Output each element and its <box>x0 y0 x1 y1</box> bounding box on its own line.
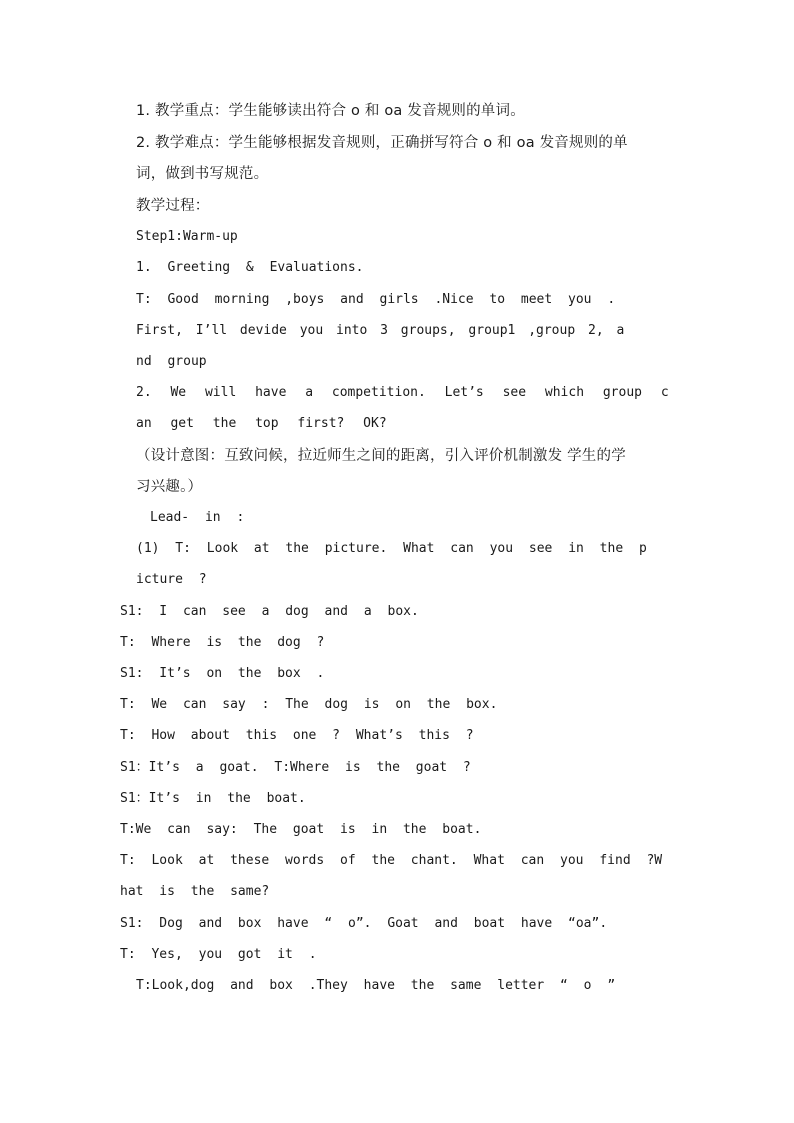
teaching-key-point: 1. 教学重点：学生能够读出符合 o 和 oa 发音规则的单词。 <box>136 103 525 119</box>
dialogue-line: S1: It’s on the box . <box>120 666 325 681</box>
dialogue-line: T: Look at these words of the chant. What can you find ?W <box>120 853 663 868</box>
dialogue-line: S1: Dog and box have “ o”. Goat and boat have “oa”. <box>120 916 608 931</box>
teaching-difficulty: 2. 教学难点：学生能够根据发音规则，正确拼写符合 o 和 oa 发音规则的单 <box>136 135 628 151</box>
design-intent-note-continued: 习兴趣。） <box>136 479 203 495</box>
dialogue-line: T: How about this one ? What’s this ? <box>120 728 474 743</box>
competition-item-continued: an get the top first? OK? <box>136 416 387 431</box>
dialogue-line: T:Look,dog and box .They have the same letter “ o ” <box>136 978 616 993</box>
dialogue-line: icture ? <box>136 572 207 587</box>
lead-in-heading: Lead- in : <box>150 510 245 525</box>
dialogue-line: (1) T: Look at the picture. What can you see in the p <box>136 541 647 556</box>
dialogue-line: T: Good morning ,boys and girls .Nice to meet you . <box>136 292 616 307</box>
dialogue-line: T: We can say : The dog is on the box. <box>120 697 498 712</box>
teaching-process-heading: 教学过程： <box>136 198 210 214</box>
dialogue-line: S1：It’s in the boat. <box>120 791 306 806</box>
dialogue-line: T: Where is the dog ? <box>120 635 325 650</box>
greeting-item: 1. Greeting & Evaluations. <box>136 260 364 275</box>
dialogue-line: S1：It’s a goat. T:Where is the goat ? <box>120 760 471 775</box>
competition-item: 2. We will have a competition. Let’s see which group c <box>136 385 669 400</box>
dialogue-line: hat is the same? <box>120 884 270 899</box>
design-intent-note: （设计意图：互致问候，拉近师生之间的距离，引入评价机制激发 学生的学 <box>136 448 626 464</box>
dialogue-line: T:We can say: The goat is in the boat. <box>120 822 482 837</box>
dialogue-line: nd group <box>136 354 207 369</box>
teaching-difficulty-continued: 词，做到书写规范。 <box>136 166 269 182</box>
dialogue-line: S1: I can see a dog and a box. <box>120 604 419 619</box>
dialogue-line: First, I’ll devide you into 3 groups, group1 ,group 2, a <box>136 323 625 338</box>
dialogue-line: T: Yes, you got it . <box>120 947 317 962</box>
step1-heading: Step1:Warm-up <box>136 229 238 244</box>
